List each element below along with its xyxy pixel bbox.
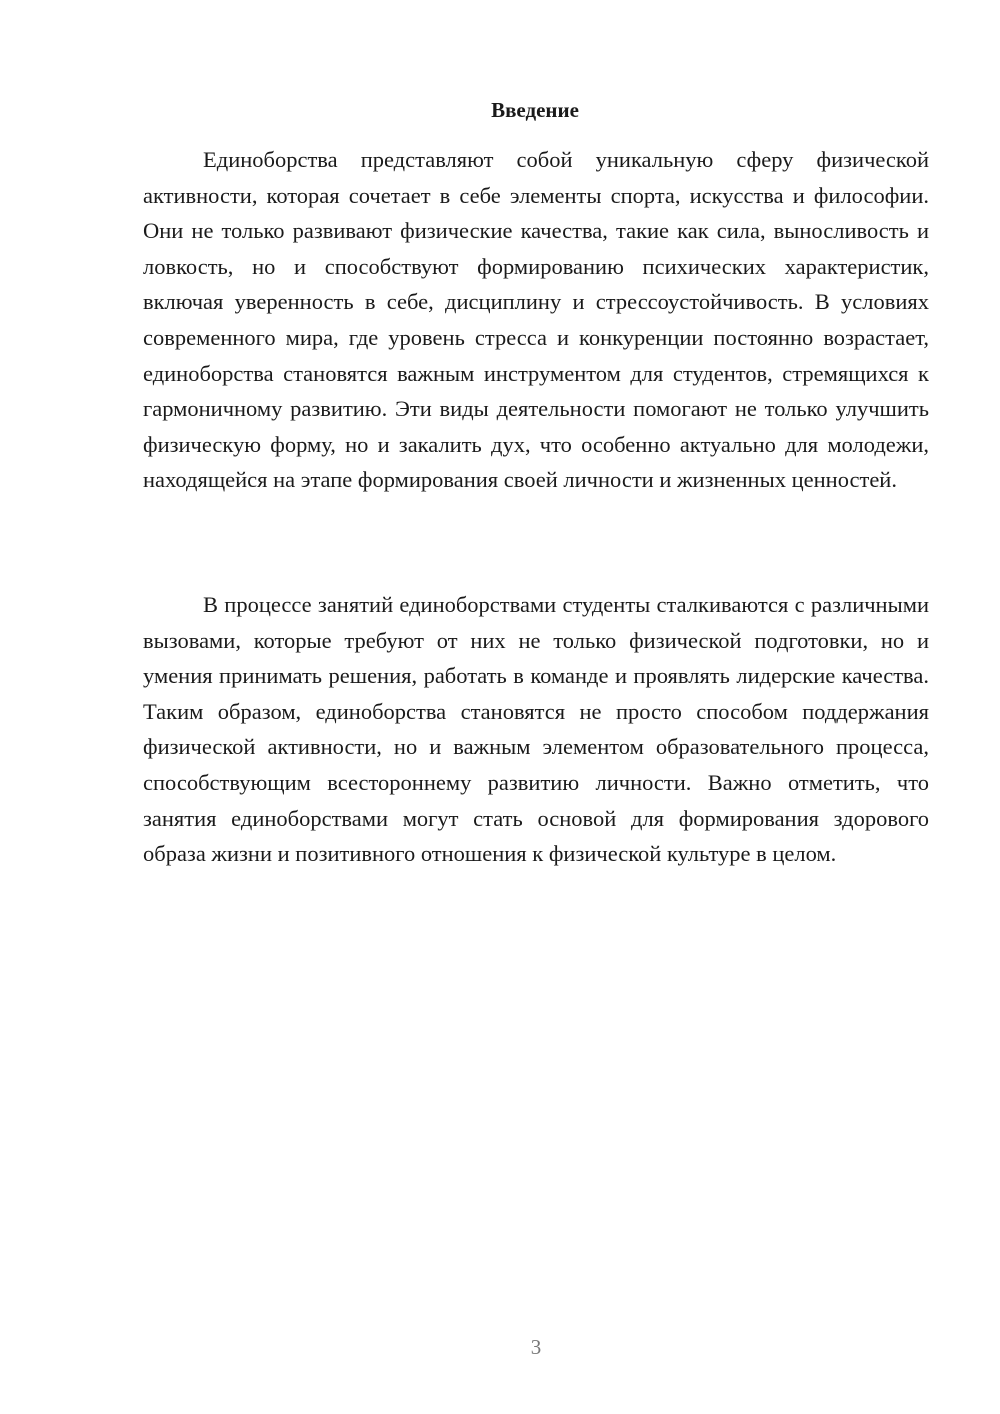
- paragraph-2: В процессе занятий единоборствами студенты сталкиваются с различными вызовами, которые требуют от них не только физической подготовки, но и умения принимать решения, работать в команде и проявлять лидерские качества. Таким образом, единоборства становятся не просто способом поддержания физической активности, но и важным элементом образовательного процесса, способствующим всестороннему развитию личности. Важно отметить, что занятия единоборствами могут стать основой для формирования здорового образа жизни и позитивного отношения к физической культуре в целом.: [143, 592, 929, 867]
- section-heading: Введение: [491, 98, 579, 122]
- paragraph-1: Единоборства представляют собой уникальную сферу физической активности, которая сочетает в себе элементы спорта, искусства и философии. Они не только развивают физические качества, такие как сила, выносливость и ловкость, но и способствуют формированию психических характеристик, включая уверенность в себе, дисциплину и стрессоустойчивость. В условиях современного мира, где уровень стресса и конкуренции постоянно возрастает, единоборства становятся важным инструментом для студентов, стремящихся к гармоничному развитию. Эти виды деятельности помогают не только улучшить физическую форму, но и закалить дух, что особенно актуально для молодежи, находящейся на этапе формирования своей личности и жизненных ценностей.: [143, 147, 929, 493]
- page-number: 3: [530, 1335, 542, 1359]
